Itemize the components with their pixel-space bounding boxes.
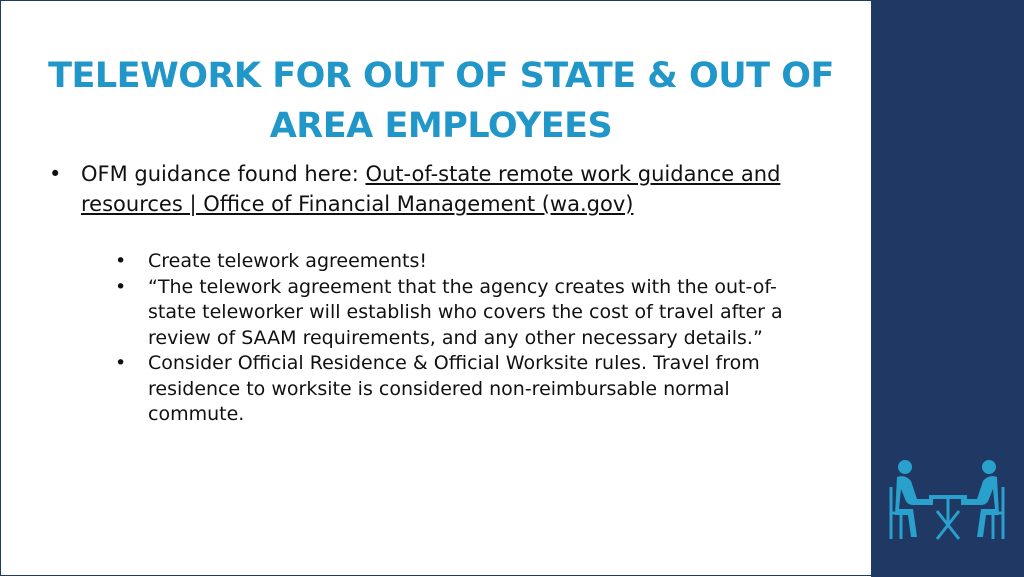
sub-bullet-text: Create telework agreements!: [148, 250, 427, 272]
guidance-prefix: OFM guidance found here:: [81, 162, 366, 186]
two-people-meeting-at-table-icon: [887, 459, 1009, 543]
sub-bullet-text: Consider Official Residence & Official Worksite rules. Travel from residence to worksite is considered non-reimbursable normal commute.: [148, 352, 760, 425]
bullet-marker: •: [115, 250, 127, 272]
guidance-bullet: [49, 159, 809, 219]
sub-bullet-item: [115, 249, 805, 275]
bullet-marker: •: [115, 275, 127, 298]
title-line-1: TELEWORK FOR OUT OF STATE & OUT OF: [48, 56, 834, 96]
title-line-2: AREA EMPLOYEES: [269, 106, 613, 146]
sub-bullet-item: [115, 351, 805, 428]
sub-bullet-list: [115, 249, 805, 428]
sub-bullet-text: “The telework agreement that the agency creates with the out-of-state teleworker will establish who covers the cost of travel after a review of SAAM requirements, and any other necessary details.”: [148, 275, 783, 349]
slide-title: [11, 51, 871, 151]
guidance-text: [49, 159, 809, 219]
bullet-marker: •: [115, 352, 127, 374]
ofm-guidance-link[interactable]: Out-of-state remote work guidance and resources | Office of Financial Management (wa.gov): [81, 162, 781, 216]
sub-bullet-item: [115, 275, 805, 352]
bullet-marker: •: [49, 162, 62, 186]
